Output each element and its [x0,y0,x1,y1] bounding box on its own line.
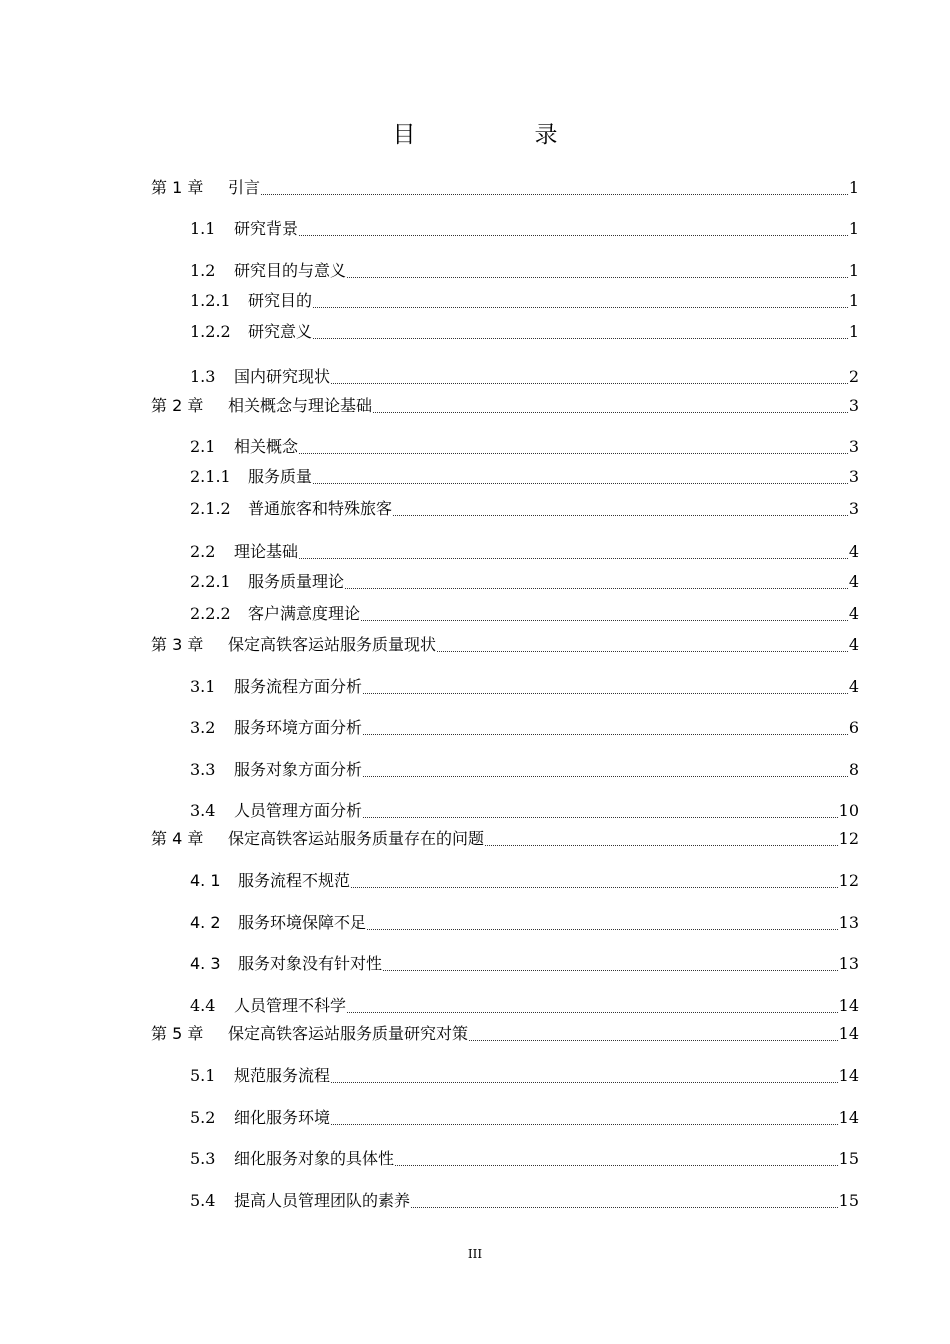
toc-entry-page: 4 [848,572,859,591]
toc-entry[interactable] [190,364,859,387]
toc-entry-page: 4 [848,604,859,623]
toc-entry-page: 14 [838,1108,859,1127]
toc-entry-page: 3 [848,499,859,518]
toc-entry-title: 研究目的与意义 [234,261,347,280]
toc-entry-page: 1 [848,322,859,341]
toc-entry-title: 服务流程不规范 [238,871,351,890]
toc-entry-title: 保定高铁客运站服务质量现状 [228,635,437,654]
toc-leader-dots [437,650,848,652]
toc-leader-dots [361,619,848,621]
toc-entry-title: 研究目的 [248,291,313,310]
toc-entry-number: 1.2.1 [190,291,231,310]
toc-entry-page: 4 [848,677,859,696]
toc-entry-title: 客户满意度理论 [248,604,361,623]
toc-entry-number: 第 2 章 [151,396,204,415]
toc-entry-page: 3 [848,467,859,486]
toc-entry-number: 2.1.2 [190,499,231,518]
toc-title: 目 录 [392,122,606,148]
toc-leader-dots [313,306,848,308]
toc-entry-title: 服务环境保障不足 [238,913,367,932]
toc-entry[interactable] [190,674,859,697]
toc-entry[interactable] [151,632,859,655]
toc-entry-number: 1.1 [190,219,216,238]
toc-entry-number: 3.4 [190,801,216,820]
toc-entry-number: 第 5 章 [151,1024,204,1043]
toc-leader-dots [411,1206,838,1208]
toc-leader-dots [363,692,848,694]
toc-entry[interactable] [151,1021,859,1044]
toc-entry[interactable] [190,601,859,624]
toc-entry-number: 2.1 [190,437,216,456]
toc-entry-page: 14 [838,996,859,1015]
toc-entry[interactable] [190,1188,859,1211]
toc-entry[interactable] [190,319,859,342]
toc-entry-number: 第 1 章 [151,178,204,197]
toc-leader-dots [313,482,848,484]
toc-entry[interactable] [190,464,859,487]
toc-leader-dots [299,452,848,454]
toc-entry-page: 15 [838,1191,859,1210]
toc-leader-dots [299,234,848,236]
toc-entry-page: 15 [838,1149,859,1168]
toc-entry-title: 细化服务对象的具体性 [234,1149,395,1168]
toc-entry[interactable] [151,393,859,416]
toc-entry-title: 人员管理方面分析 [234,801,363,820]
toc-entry-number: 2.2 [190,542,216,561]
toc-entry-number: 3.1 [190,677,216,696]
toc-entry-title: 服务质量理论 [248,572,345,591]
toc-entry-page: 1 [848,291,859,310]
toc-leader-dots [373,411,848,413]
toc-entry-page: 2 [848,367,859,386]
toc-entry-title: 服务对象没有针对性 [238,954,383,973]
toc-leader-dots [345,587,848,589]
toc-leader-dots [367,928,838,930]
toc-entry-title: 理论基础 [234,542,299,561]
toc-entry-page: 13 [838,954,859,973]
toc-entry[interactable] [190,868,859,891]
toc-entry-title: 服务质量 [248,467,313,486]
toc-entry[interactable] [190,1105,859,1128]
toc-entry-title: 普通旅客和特殊旅客 [248,499,393,518]
toc-leader-dots [347,276,848,278]
toc-entry-page: 10 [838,801,859,820]
toc-entry-number: 4. 3 [190,954,221,973]
toc-leader-dots [485,844,838,846]
toc-entry-title: 相关概念与理论基础 [228,396,373,415]
toc-entry-number: 2.1.1 [190,467,231,486]
toc-entry[interactable] [190,539,859,562]
toc-entry[interactable] [190,757,859,780]
toc-entry[interactable] [190,569,859,592]
toc-entry[interactable] [151,826,859,849]
toc-entry-number: 4. 1 [190,871,221,890]
toc-entry-number: 3.2 [190,718,216,737]
toc-entry[interactable] [190,798,859,821]
toc-entry-page: 1 [848,261,859,280]
toc-entry[interactable] [190,1146,859,1169]
toc-entry-number: 1.3 [190,367,216,386]
toc-leader-dots [363,816,838,818]
toc-entry-number: 1.2.2 [190,322,231,341]
toc-entry[interactable] [190,910,859,933]
toc-entry-title: 提高人员管理团队的素养 [234,1191,411,1210]
toc-entry[interactable] [190,258,859,281]
toc-leader-dots [331,382,848,384]
toc-entry-title: 相关概念 [234,437,299,456]
toc-entry-page: 4 [848,635,859,654]
toc-leader-dots [347,1011,838,1013]
toc-leader-dots [331,1081,838,1083]
toc-entry-title: 引言 [228,178,261,197]
toc-entry-title: 研究背景 [234,219,299,238]
toc-entry-number: 5.3 [190,1149,216,1168]
toc-entry[interactable] [190,216,859,239]
toc-entry-page: 1 [848,219,859,238]
toc-entry-number: 2.2.1 [190,572,231,591]
toc-entry-page: 3 [848,396,859,415]
toc-entry-title: 服务环境方面分析 [234,718,363,737]
toc-entry[interactable] [190,951,859,974]
toc-entry-page: 14 [838,1066,859,1085]
toc-entry-number: 3.3 [190,760,216,779]
toc-entry-number: 第 3 章 [151,635,204,654]
toc-entry-title: 细化服务环境 [234,1108,331,1127]
toc-entry-number: 1.2 [190,261,216,280]
toc-entry[interactable] [190,288,859,311]
toc-leader-dots [395,1164,838,1166]
toc-leader-dots [363,733,848,735]
toc-entry-title: 规范服务流程 [234,1066,331,1085]
toc-entry[interactable] [190,715,859,738]
toc-entry[interactable] [151,175,859,198]
toc-entry-number: 5.1 [190,1066,216,1085]
toc-leader-dots [469,1039,838,1041]
toc-entry-title: 保定高铁客运站服务质量研究对策 [228,1024,469,1043]
page-number-footer: III [467,1247,483,1261]
toc-entry-page: 3 [848,437,859,456]
toc-entry-number: 5.2 [190,1108,216,1127]
toc-entry[interactable] [190,434,859,457]
toc-entry-number: 第 4 章 [151,829,204,848]
toc-leader-dots [383,969,838,971]
toc-entry[interactable] [190,496,859,519]
toc-leader-dots [299,557,848,559]
toc-entry-number: 2.2.2 [190,604,231,623]
toc-entry-title: 人员管理不科学 [234,996,347,1015]
toc-entry-page: 4 [848,542,859,561]
toc-leader-dots [313,337,848,339]
toc-leader-dots [261,193,848,195]
toc-entry-page: 8 [848,760,859,779]
toc-entry-page: 1 [848,178,859,197]
toc-entry-title: 服务对象方面分析 [234,760,363,779]
toc-entry-title: 研究意义 [248,322,313,341]
toc-entry-title: 保定高铁客运站服务质量存在的问题 [228,829,485,848]
toc-entry-number: 5.4 [190,1191,216,1210]
toc-entry[interactable] [190,1063,859,1086]
toc-entry-page: 12 [838,871,859,890]
toc-entry-number: 4.4 [190,996,216,1015]
toc-entry-title: 国内研究现状 [234,367,331,386]
toc-entry[interactable] [190,993,859,1016]
toc-entry-page: 6 [848,718,859,737]
toc-entry-number: 4. 2 [190,913,221,932]
toc-entry-page: 14 [838,1024,859,1043]
toc-leader-dots [351,886,838,888]
toc-leader-dots [331,1123,838,1125]
toc-leader-dots [363,775,848,777]
toc-entry-page: 12 [838,829,859,848]
toc-entry-title: 服务流程方面分析 [234,677,363,696]
toc-entry-page: 13 [838,913,859,932]
toc-leader-dots [393,514,848,516]
